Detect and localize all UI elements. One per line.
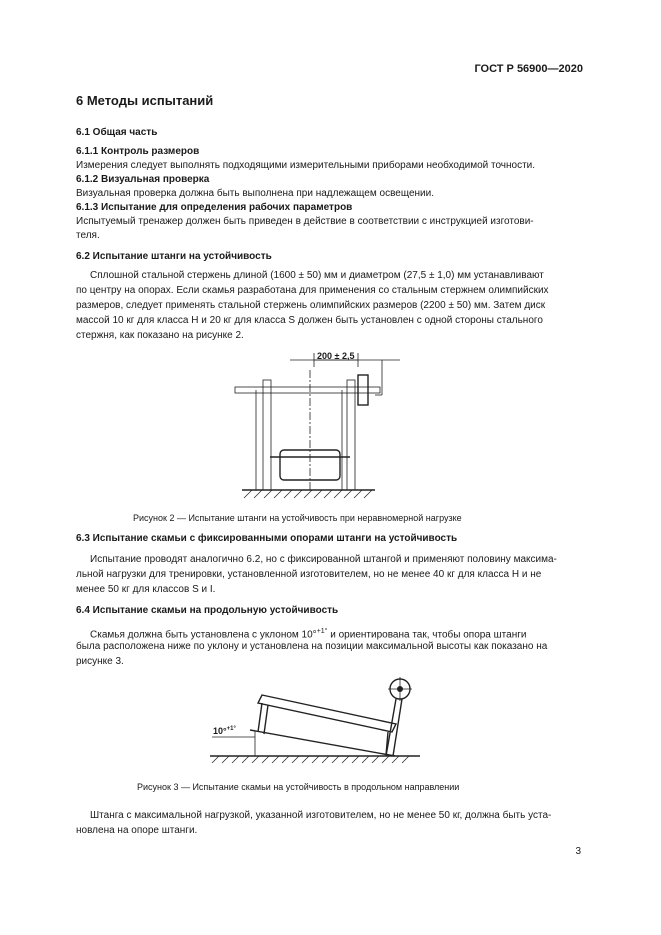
section-6-2-title: 6.2 Испытание штанги на устойчивость (76, 251, 272, 262)
closing-line-2: новлена на опоре штанги. (76, 825, 198, 836)
section-6-1-3-line-2: теля. (76, 230, 100, 241)
closing-line-1: Штанга с максимальной нагрузкой, указанной изготовителем, но не менее 50 кг, должна быть уста- (90, 810, 552, 821)
section-6-4-line-3: рисунке 3. (76, 656, 124, 667)
right-upright (347, 380, 355, 490)
figure-3-drawing (210, 672, 420, 772)
section-6-4-line-2: была расположена ниже по уклону и установлена на позиции максимальной высоты как показано на (76, 641, 548, 652)
bench-leg (386, 732, 388, 755)
section-6-1-2-title: 6.1.2 Визуальная проверка (76, 174, 210, 185)
angle-tolerance-label: +1° (226, 726, 236, 732)
section-6-2-line-4: массой 10 кг для класса Н и 20 кг для класса S должен быть установлен с одной стороны стального (76, 315, 543, 326)
section-6-1-1-text: Измерения следует выполнять подходящими измерительными приборами необходимой точности. (76, 160, 536, 171)
section-6-4-line-1-start: Скамья должна быть установлена с уклоном 10° (90, 629, 317, 641)
angle-value: 10° (213, 726, 227, 736)
section-6-2-line-2: по центру на опорах. Если скамья разработана для применения со стальным стержнем олимпийских (76, 285, 549, 296)
section-6-4-line-1-end: и ориентирована так, чтобы опора штанги (327, 629, 527, 641)
ground-hatching (244, 490, 372, 498)
section-6-3-line-1: Испытание проводят аналогично 6.2, но с фиксированной штангой и применяют половину максима- (90, 554, 557, 565)
angle-tolerance: +1° (316, 628, 328, 635)
weight-disc (358, 375, 368, 405)
figure-3-angle-label (213, 726, 236, 736)
figure-2-drawing (230, 345, 390, 510)
left-upright (263, 380, 271, 490)
bench-leg (264, 705, 268, 734)
section-6-1-3-title: 6.1.3 Испытание для определения рабочих параметров (76, 202, 353, 213)
figure-2-dimension-label: 200 ± 2,5 (317, 351, 355, 361)
slope-surface (250, 730, 395, 756)
bench-top (258, 695, 396, 732)
bench-leg (258, 703, 262, 732)
section-6-4-title: 6.4 Испытание скамьи на продольную устойчивость (76, 605, 339, 616)
page-number: 3 (575, 846, 581, 857)
section-6-1-3-line-1: Испытуемый тренажер должен быть приведен в действие в соответствии с инструкцией изготови- (76, 216, 534, 227)
figure-2-caption: Рисунок 2 — Испытание штанги на устойчивость при неравномерной нагрузке (133, 513, 462, 523)
section-6-2-line-5: стержня, как показано на рисунке 2. (76, 330, 244, 341)
section-6-1-1-title: 6.1.1 Контроль размеров (76, 146, 200, 157)
section-6-3-line-2: льной нагрузки для тренировки, установленной изготовителем, но не менее 40 кг для класса Н и не (76, 569, 542, 580)
figure-3-caption: Рисунок 3 — Испытание скамьи на устойчивость в продольном направлении (137, 782, 460, 792)
section-6-2-line-1: Сплошной стальной стержень длиной (1600 ± 50) мм и диаметром (27,5 ± 1,0) мм устанавливают (90, 270, 544, 281)
section-6-2-line-3: размеров, следует применять стальной стержень олимпийских размеров (2200 ± 50) мм. Затем диск (76, 300, 546, 311)
section-6-3-line-3: менее 50 кг для классов S и I. (76, 584, 216, 595)
document-header: ГОСТ Р 56900—2020 (474, 63, 583, 75)
ground-hatching (212, 756, 409, 763)
section-6-title: 6 Методы испытаний (76, 93, 214, 108)
section-6-1-2-text: Визуальная проверка должна быть выполнена при надлежащем освещении. (76, 188, 434, 199)
section-6-3-title: 6.3 Испытание скамьи с фиксированными опорами штанги на устойчивость (76, 533, 458, 544)
section-6-1-title: 6.1 Общая часть (76, 127, 158, 138)
